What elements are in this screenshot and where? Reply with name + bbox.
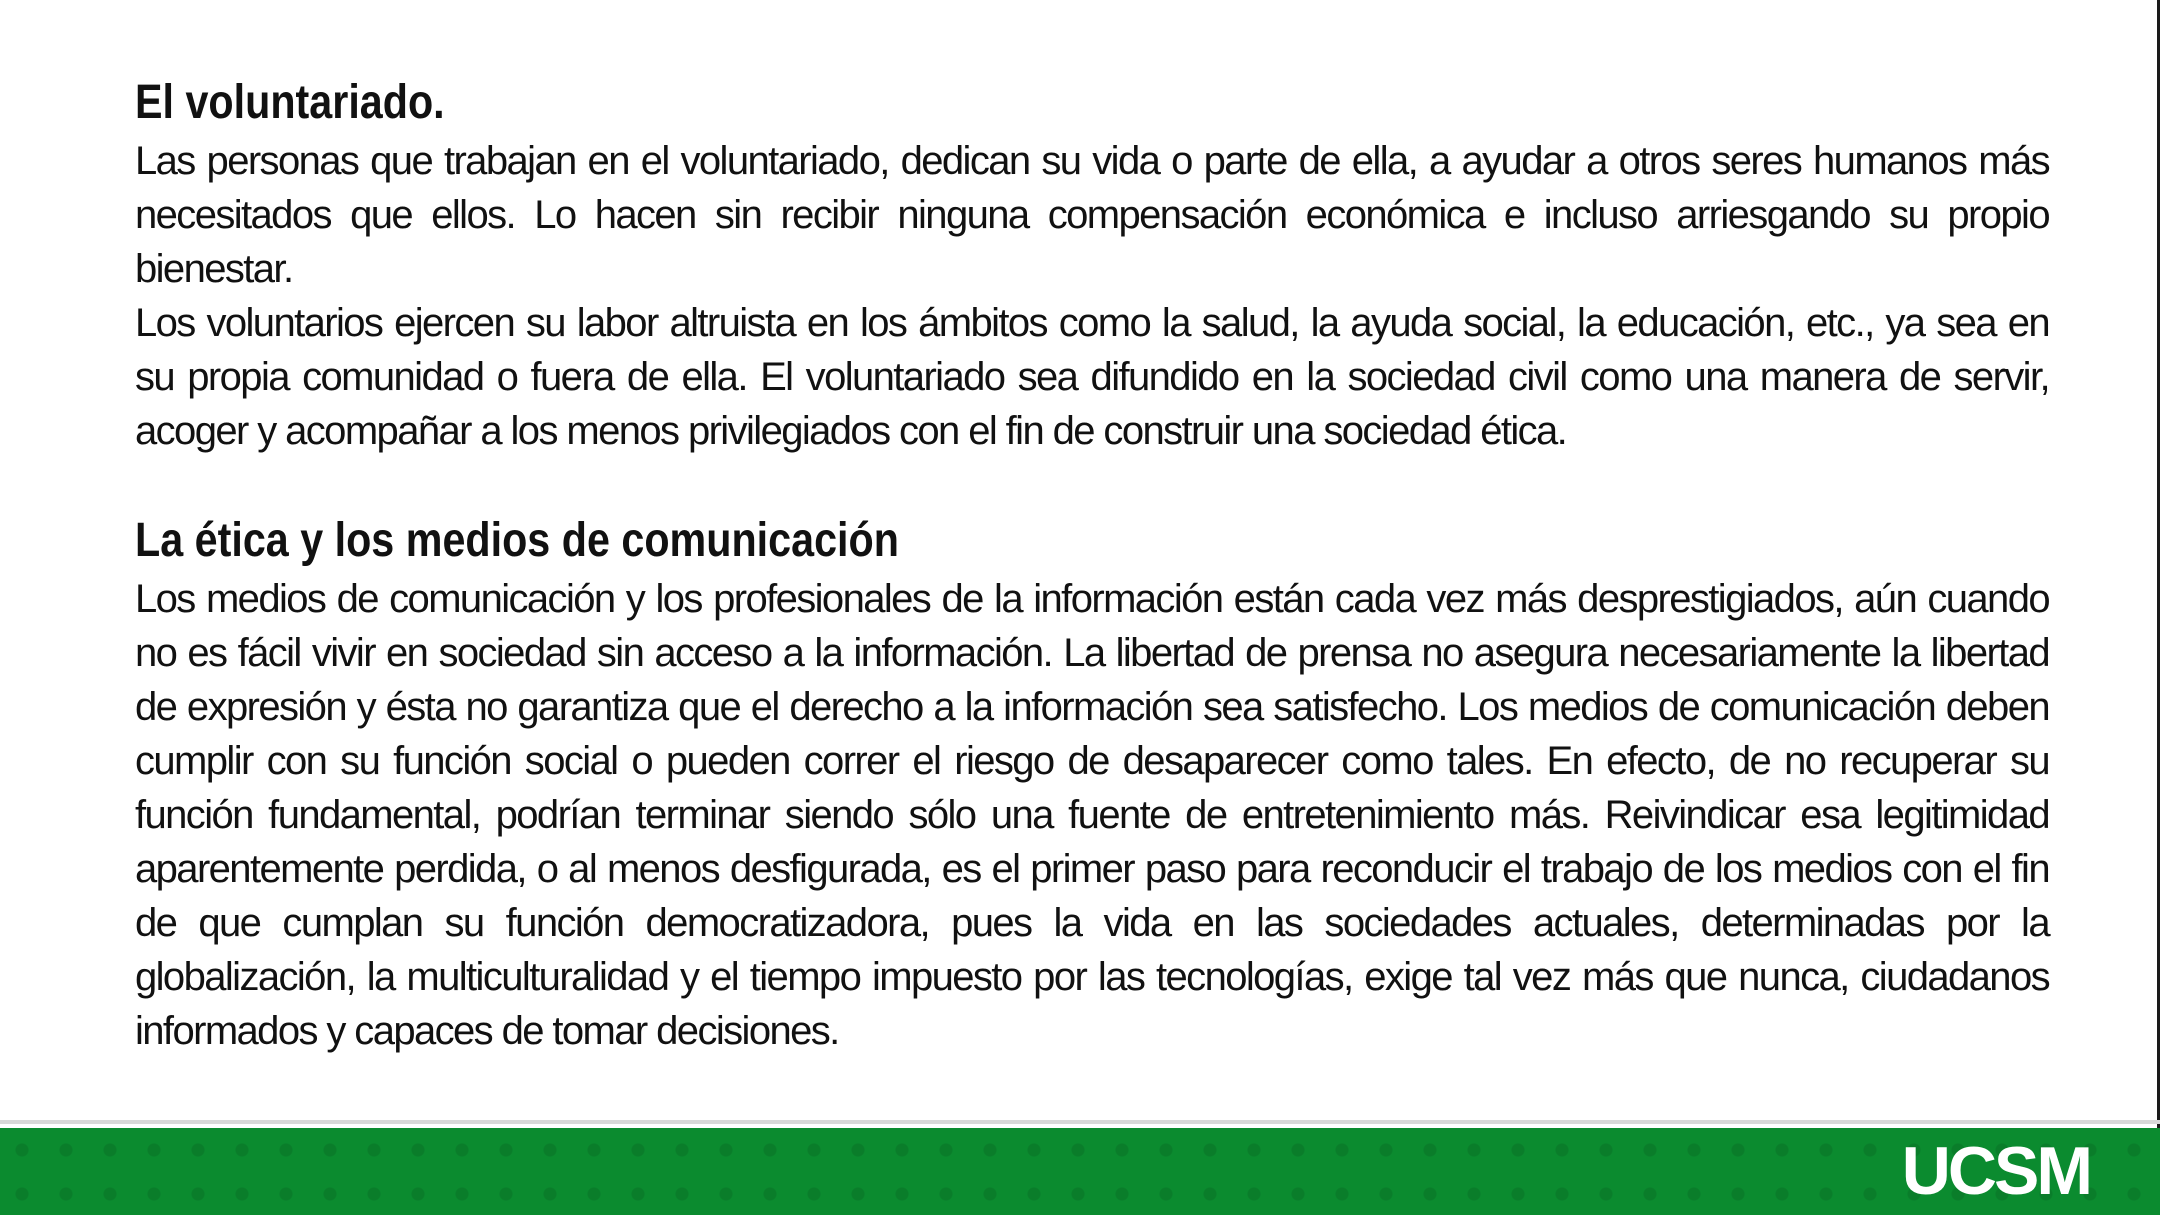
ucsm-logo: UCSM bbox=[1901, 1133, 2090, 1209]
paragraph-voluntariado-2: Los voluntarios ejercen su labor altruista en los ámbitos como la salud, la ayuda social, la educación, etc., ya sea en su propia comunidad o fuera de ella. El voluntariado sea difundido en la sociedad civil como una manera de servir, acoger y acompañar a los menos privilegiados con el fin de construir una sociedad ética. bbox=[135, 301, 2049, 453]
section-spacer bbox=[135, 458, 2049, 510]
section-title-etica-medios: La ética y los medios de comunicación bbox=[135, 514, 899, 567]
paragraph-etica-medios: Los medios de comunicación y los profesionales de la información están cada vez más desprestigiados, aún cuando no es fácil vivir en sociedad sin acceso a la información. La libertad de prensa no asegura necesariamente la libertad de expresión y ésta no garantiza que el derecho a la información sea satisfecho. Los medios de comunicación deben cumplir con su función social o pueden correr el riesgo de desaparecer como tales. En efecto, de no recuperar su función fundamental, podrían terminar siendo sólo una fuente de entretenimiento más. Reivindicar esa legitimidad aparentemente perdida, o al menos desfigurada, es el primer paso para reconducir el trabajo de los medios con el fin de que cumplan su función democratizadora, pues la vida en las sociedades actuales, determinadas por la globalización, la multiculturalidad y el tiempo impuesto por las tecnologías, exige tal vez más que nunca, ciudadanos informados y capaces de tomar decisiones. bbox=[135, 577, 2049, 1053]
paragraph-voluntariado-1: Las personas que trabajan en el voluntariado, dedican su vida o parte de ella, a ayudar a otros seres humanos más necesitados que ellos. Lo hacen sin recibir ninguna compensación económica e incluso arriesgando su propio bienestar. bbox=[135, 139, 2049, 291]
footer-divider bbox=[0, 1120, 2160, 1124]
footer-band bbox=[0, 1128, 2160, 1215]
slide-content bbox=[135, 72, 2049, 1058]
section-title-voluntariado: El voluntariado. bbox=[135, 76, 445, 129]
